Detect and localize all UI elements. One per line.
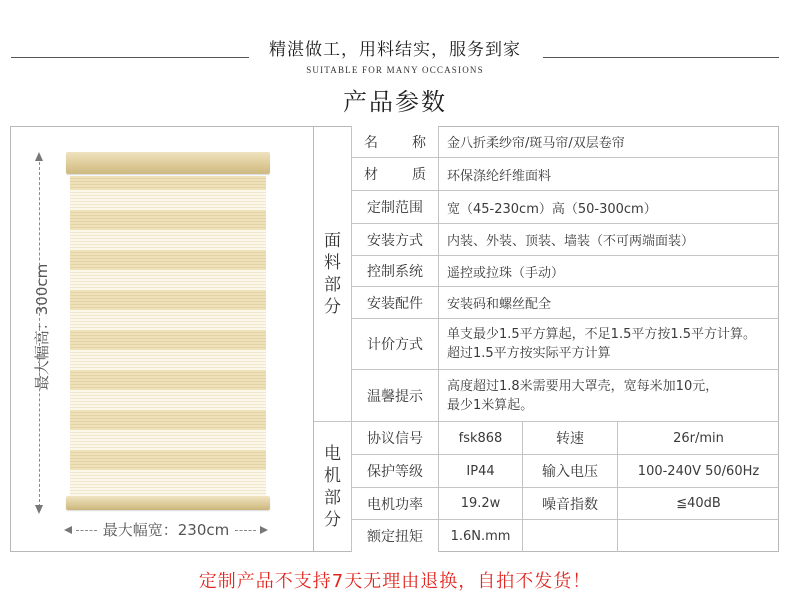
blind-cassette: [66, 152, 270, 174]
spec-value-name: 金八折柔纱帘/斑马帘/双层卷帘: [438, 126, 779, 158]
spec-label-control: 控制系统: [351, 256, 438, 287]
motor-value-torque: 1.6N.mm: [438, 520, 522, 552]
width-arrow-right-icon: [260, 526, 268, 534]
subhead: SUITABLE FOR MANY OCCASIONS: [306, 65, 484, 75]
blind-stripe: [70, 350, 266, 370]
blind-stripe: [70, 230, 266, 250]
width-dimension-line: [235, 530, 256, 531]
spec-label-installation: 安装方式: [351, 224, 438, 256]
motor-label-torque: 额定扭矩: [351, 520, 438, 552]
blind-stripe: [70, 430, 266, 450]
blind-stripe: [70, 290, 266, 310]
spec-value-accessories: 安装码和螺丝配全: [438, 287, 779, 319]
spec-label-name: 名 称: [351, 126, 438, 158]
motor-value-protection: IP44: [438, 455, 522, 488]
spec-label-tips: 温馨提示: [351, 370, 438, 421]
blind-stripe: [70, 370, 266, 390]
empty-cell: [522, 520, 617, 552]
width-arrow-left-icon: [64, 526, 72, 534]
blind-stripe: [70, 270, 266, 290]
max-height-label: 最大幅高：300cm: [33, 263, 51, 391]
spec-value-material: 环保涤纶纤维面料: [438, 158, 779, 191]
max-width-label: 最大幅宽：230cm: [102, 521, 230, 539]
spec-value-tips: 高度超过1.8米需要用大罩壳，宽每米加10元， 最少1米算起。: [438, 370, 779, 421]
blind-stripe: [70, 176, 266, 190]
blind-stripe: [70, 450, 266, 470]
motor-label-protection: 保护等级: [351, 455, 438, 488]
height-arrow-down-icon: [35, 505, 43, 514]
motor-label-power: 电机功率: [351, 488, 438, 520]
width-dimension-line: [76, 530, 97, 531]
motor-value-power: 19.2w: [438, 488, 522, 520]
headline: 精湛做工，用料结实，服务到家: [269, 40, 521, 60]
blind-stripe: [70, 210, 266, 230]
motor-value-noise: ≦40dB: [617, 488, 779, 520]
no-return-notice: 定制产品不支持7天无理由退换，自拍不发货！: [198, 571, 592, 592]
spec-label-material: 材 质: [351, 158, 438, 191]
spec-value-size-range: 宽（45-230cm）高（50-300cm）: [438, 191, 779, 224]
blind-stripe: [70, 410, 266, 430]
motor-section-label: 电 机 部 分: [324, 443, 341, 530]
motor-value-protocol: fsk868: [438, 422, 522, 455]
motor-label-noise: 噪音指数: [522, 488, 617, 520]
motor-value-voltage: 100-240V 50/60Hz: [617, 455, 779, 488]
motor-label-protocol: 协议信号: [351, 422, 438, 455]
spec-value-installation: 内装、外装、顶装、墙装（不可两端面装）: [438, 224, 779, 256]
blind-stripe: [70, 330, 266, 350]
blind-stripe: [70, 470, 266, 496]
blind-stripe: [70, 250, 266, 270]
height-arrow-up-icon: [35, 152, 43, 161]
spec-label-size-range: 定制范围: [351, 191, 438, 224]
motor-label-voltage: 输入电压: [522, 455, 617, 488]
spec-value-control: 遥控或拉珠（手动）: [438, 256, 779, 287]
fabric-section-label: 面 料 部 分: [324, 230, 341, 317]
motor-value-speed: 26r/min: [617, 422, 779, 455]
spec-value-pricing: 单支最少1.5平方算起，不足1.5平方按1.5平方计算。 超过1.5平方按实际平方计算: [438, 319, 779, 370]
width-dimension: [64, 520, 268, 540]
page-title: 产品参数: [343, 88, 447, 116]
motor-label-speed: 转速: [522, 422, 617, 455]
empty-cell: [617, 520, 779, 552]
blind-stripe: [70, 190, 266, 210]
spec-label-accessories: 安装配件: [351, 287, 438, 319]
zebra-blind-image: [66, 152, 270, 512]
blind-stripe: [70, 390, 266, 410]
spec-label-pricing: 计价方式: [351, 319, 438, 370]
blind-stripe: [70, 310, 266, 330]
blind-bottom-bar: [66, 496, 270, 510]
